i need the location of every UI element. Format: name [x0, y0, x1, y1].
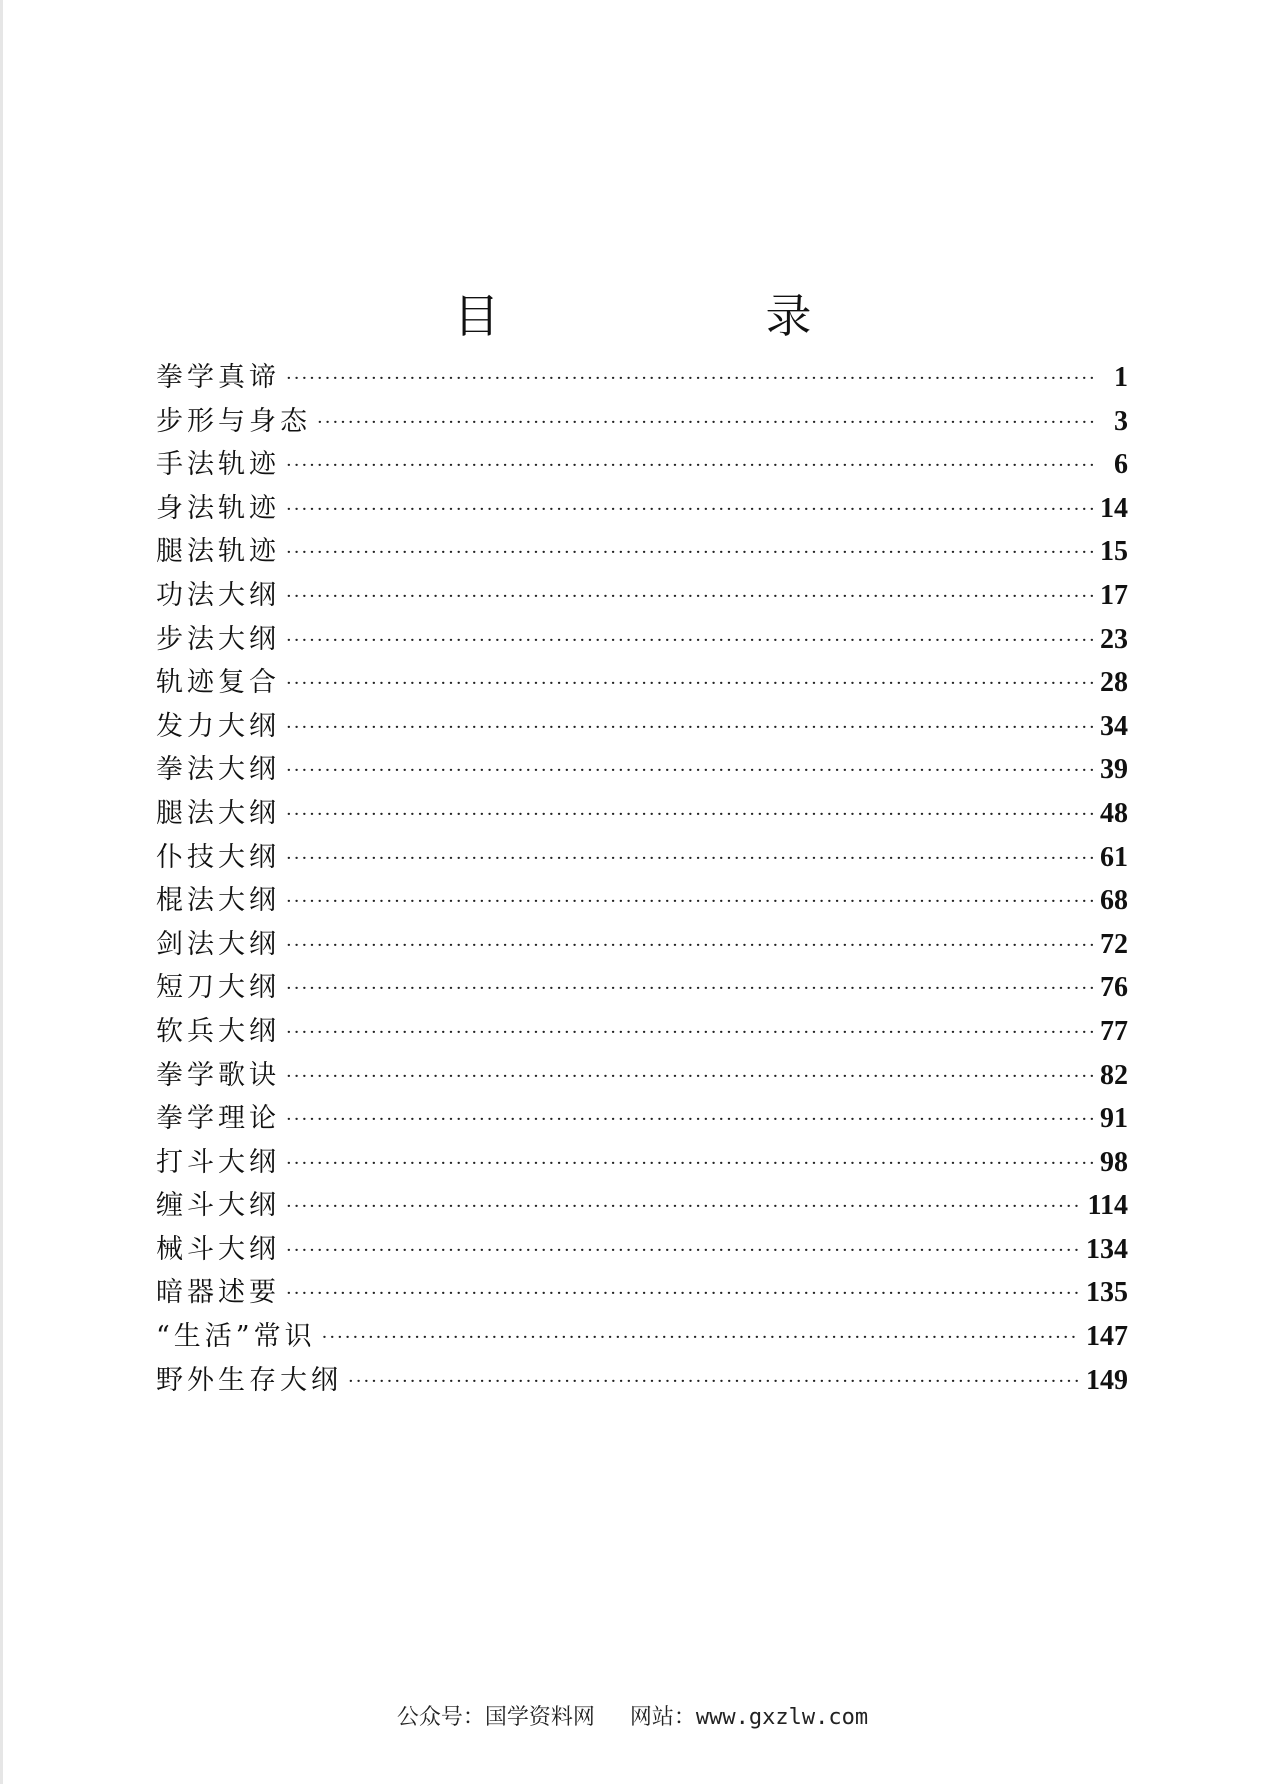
toc-entry-title: 拳学真谛: [156, 362, 280, 393]
toc-entry-title: 功法大纲: [156, 579, 280, 611]
toc-entry-title: “生活”常识: [156, 1321, 316, 1353]
toc-entry-title: 打斗大纲: [156, 1146, 280, 1178]
toc-leader-dots: [286, 793, 1094, 837]
toc-entry-page: 91: [1100, 1103, 1128, 1135]
toc-entry[interactable]: [156, 705, 1128, 749]
toc-leader-dots: [286, 749, 1094, 793]
toc-leader-dots: [286, 1098, 1094, 1142]
toc-leader-dots: [348, 1360, 1080, 1404]
toc-leader-dots: [286, 531, 1094, 575]
toc-entry-title: 剑法大纲: [156, 928, 280, 960]
toc-entry-title: 暗器述要: [156, 1277, 280, 1309]
toc-entry-page: 34: [1100, 710, 1128, 742]
toc-entry[interactable]: [156, 356, 1128, 400]
toc-entry-title: 械斗大纲: [156, 1233, 280, 1265]
page-edge: [0, 0, 3, 1784]
toc-leader-dots: [286, 662, 1094, 706]
toc-entry-title: 拳学理论: [156, 1103, 280, 1135]
toc-entry-title: 软兵大纲: [156, 1015, 280, 1047]
toc-entry[interactable]: [156, 792, 1128, 836]
footer-account-label: 公众号：国学资料网: [396, 1705, 595, 1730]
toc-entry-page: 17: [1100, 579, 1128, 611]
toc-leader-dots: [286, 1229, 1080, 1273]
toc-leader-dots: [286, 1185, 1082, 1229]
toc-entry[interactable]: [156, 574, 1128, 618]
toc-leader-dots: [286, 1011, 1094, 1055]
toc-entry[interactable]: [156, 879, 1128, 923]
toc-entry-title: 短刀大纲: [156, 972, 280, 1004]
toc-leader-dots: [286, 880, 1094, 924]
toc-entry-page: 68: [1100, 885, 1128, 917]
toc-entry-title: 棍法大纲: [156, 885, 280, 917]
toc-entry[interactable]: [156, 1097, 1128, 1141]
toc-entry-title: 野外生存大纲: [156, 1364, 342, 1396]
toc-entry[interactable]: [156, 966, 1128, 1010]
toc-entry-page: 6: [1114, 449, 1128, 481]
page-footer: [0, 1700, 1265, 1731]
toc-entry[interactable]: [156, 1315, 1128, 1359]
toc-entry-page: 147: [1086, 1321, 1128, 1353]
toc-entry-page: 28: [1100, 667, 1128, 699]
toc-entry-page: 82: [1100, 1059, 1128, 1091]
toc-entry-page: 14: [1100, 492, 1128, 524]
toc-entry-title: 拳学歌诀: [156, 1059, 280, 1091]
toc-entry-page: 72: [1100, 928, 1128, 960]
toc-entry-title: 身法轨迹: [156, 492, 280, 524]
toc-leader-dots: [286, 1142, 1094, 1186]
toc-entry[interactable]: [156, 443, 1128, 487]
toc-entry-title: 腿法轨迹: [156, 536, 280, 568]
toc-leader-dots: [286, 488, 1094, 532]
toc-leader-dots: [286, 1055, 1094, 1099]
toc-leader-dots: [286, 357, 1094, 401]
toc-entry-page: 149: [1086, 1364, 1128, 1396]
toc-leader-dots: [286, 444, 1094, 488]
toc-entry-page: 61: [1100, 841, 1128, 873]
toc-entry-page: 76: [1100, 972, 1128, 1004]
toc-list: [156, 356, 1128, 1402]
toc-leader-dots: [286, 924, 1094, 968]
toc-leader-dots: [322, 1316, 1080, 1360]
toc-leader-dots: [317, 401, 1094, 445]
toc-entry[interactable]: [156, 530, 1128, 574]
toc-entry[interactable]: [156, 1054, 1128, 1098]
toc-entry-page: 3: [1114, 405, 1128, 437]
toc-entry[interactable]: [156, 836, 1128, 880]
toc-leader-dots: [286, 837, 1094, 881]
toc-entry-page: 48: [1100, 797, 1128, 829]
toc-entry-page: 134: [1086, 1233, 1128, 1265]
toc-leader-dots: [286, 619, 1094, 663]
toc-leader-dots: [286, 575, 1094, 619]
toc-entry-title: 步法大纲: [156, 623, 280, 655]
toc-entry-page: 15: [1100, 536, 1128, 568]
toc-entry-title: 拳法大纲: [156, 754, 280, 786]
page-title: 目 录: [453, 288, 922, 343]
toc-entry[interactable]: [156, 618, 1128, 662]
toc-entry-page: 135: [1086, 1277, 1128, 1309]
toc-entry[interactable]: [156, 487, 1128, 531]
toc-entry[interactable]: [156, 1010, 1128, 1054]
toc-entry[interactable]: [156, 1359, 1128, 1403]
toc-entry[interactable]: [156, 661, 1128, 705]
toc-leader-dots: [286, 706, 1094, 750]
toc-leader-dots: [286, 967, 1094, 1011]
toc-entry[interactable]: [156, 1228, 1128, 1272]
toc-entry-page: 98: [1100, 1146, 1128, 1178]
toc-entry-title: 腿法大纲: [156, 797, 280, 829]
toc-entry-title: 仆技大纲: [156, 841, 280, 873]
toc-entry[interactable]: [156, 748, 1128, 792]
toc-entry-title: 手法轨迹: [156, 449, 280, 481]
toc-entry-title: 步形与身态: [156, 405, 311, 437]
toc-entry[interactable]: [156, 1184, 1128, 1228]
toc-entry-page: 1: [1114, 362, 1128, 393]
toc-entry-page: 114: [1087, 1190, 1128, 1222]
toc-entry-title: 缠斗大纲: [156, 1190, 280, 1222]
toc-entry[interactable]: [156, 1271, 1128, 1315]
toc-entry[interactable]: [156, 923, 1128, 967]
toc-entry-page: 23: [1100, 623, 1128, 655]
footer-website-link[interactable]: 网站：www.gxzlw.com: [629, 1705, 869, 1730]
toc-entry-title: 轨迹复合: [156, 667, 280, 699]
toc-leader-dots: [286, 1272, 1080, 1316]
toc-entry-title: 发力大纲: [156, 710, 280, 742]
toc-entry-page: 77: [1100, 1015, 1128, 1047]
toc-entry-page: 39: [1100, 754, 1128, 786]
toc-entry[interactable]: [156, 400, 1128, 444]
toc-entry[interactable]: [156, 1141, 1128, 1185]
